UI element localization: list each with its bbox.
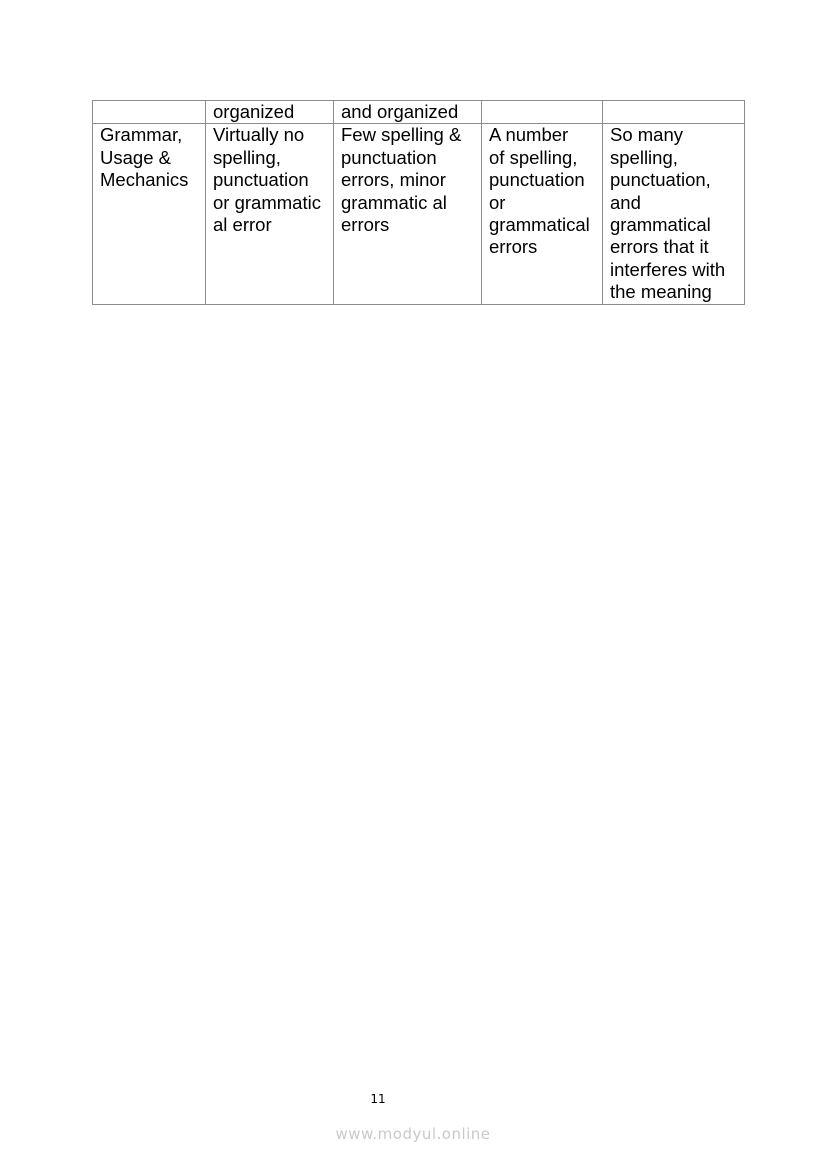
criterion-cell: Grammar, Usage & Mechanics	[93, 124, 206, 304]
table-cell: So many spelling, punctuation, and grammatical errors that it interferes with the meaning	[603, 124, 745, 304]
table-cell	[603, 101, 745, 124]
table-cell: and organized	[334, 101, 482, 124]
rubric-table	[92, 100, 745, 305]
table-row-continuation	[93, 101, 745, 124]
watermark: www.modyul.online	[335, 1125, 491, 1143]
table-cell: A number of spelling, punctuation or grammatical errors	[482, 124, 603, 304]
page-number: 11	[370, 1092, 386, 1106]
table-cell: Few spelling & punctuation errors, minor grammatic al errors	[334, 124, 482, 304]
table-cell: organized	[206, 101, 334, 124]
table-cell	[482, 101, 603, 124]
table-cell	[93, 101, 206, 124]
table-cell: Virtually no spelling, punctuation or grammatic al error	[206, 124, 334, 304]
table-row-grammar-usage-mechanics	[93, 124, 745, 304]
